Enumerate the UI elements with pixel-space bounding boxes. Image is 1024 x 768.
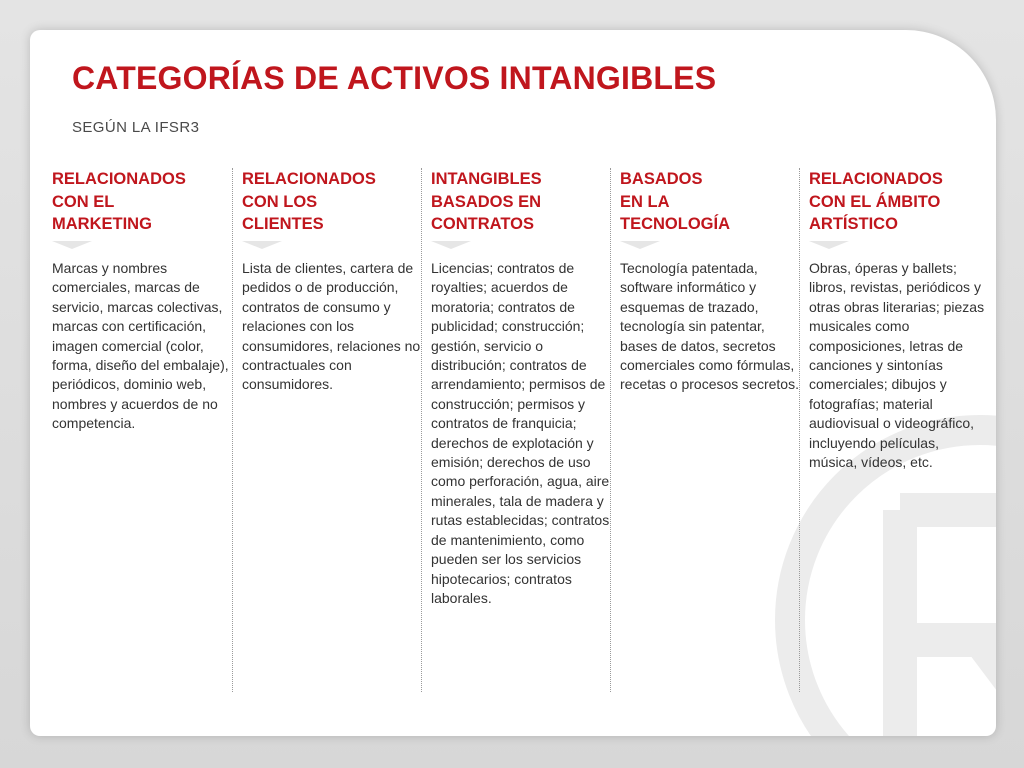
category-heading: BASADOS EN LA TECNOLOGÍA: [620, 170, 730, 233]
category-heading: RELACIONADOS CON EL ÁMBITO ARTÍSTICO: [809, 170, 943, 233]
category-column-clientes: [232, 168, 427, 692]
category-column-tecnologia: [610, 168, 805, 692]
category-column-contratos: [421, 168, 616, 692]
category-heading: RELACIONADOS CON EL MARKETING: [52, 170, 186, 233]
chevron-down-icon: [242, 241, 282, 249]
slide-card: [30, 30, 996, 736]
category-description: Lista de clientes, cartera de pedidos o de producción, contratos de consumo y relaciones con los consumidores, relaciones no contractuales con consumidores.: [242, 260, 421, 393]
chevron-down-icon: [620, 241, 660, 249]
category-heading: RELACIONADOS CON LOS CLIENTES: [242, 170, 376, 233]
chevron-down-icon: [431, 241, 471, 249]
category-column-marketing: [52, 168, 237, 692]
category-heading: INTANGIBLES BASADOS EN CONTRATOS: [431, 170, 542, 233]
categories-grid: [52, 168, 996, 692]
chevron-down-icon: [809, 241, 849, 249]
page-title: CATEGORÍAS DE ACTIVOS INTANGIBLES: [72, 60, 717, 96]
category-description: Tecnología patentada, software informático y esquemas de trazado, tecnología sin patentar, bases de datos, secretos comerciales como fórmulas, recetas o procesos secretos.: [620, 260, 799, 393]
category-column-artistico: [799, 168, 994, 692]
page-subtitle: SEGÚN LA IFSR3: [72, 119, 200, 136]
category-description: Marcas y nombres comerciales, marcas de servicio, marcas colectivas, marcas con certificación, imagen comercial (color, forma, diseño del embalaje), periódicos, dominio web, nombres y acuerdos de no competencia.: [52, 260, 229, 432]
category-description: Licencias; contratos de royalties; acuerdos de moratoria; contratos de publicidad; construcción; gestión, servicio o distribución; contratos de arrendamiento; permisos de construcción; permisos y contratos de franquicia; derechos de explotación y emisión; derechos de uso como perforación, agua, aire minerales, tala de madera y rutas establecidas; contratos de mantenimiento, como pueden ser los servicios hipotecarios; contratos laborales.: [431, 260, 610, 606]
category-description: Obras, óperas y ballets; libros, revistas, periódicos y otras obras literarias; piezas musicales como composiciones, letras de canciones y sintonías comerciales; dibujos y fotografías; material audiovisual o videográfico, incluyendo películas, música, vídeos, etc.: [809, 260, 985, 471]
chevron-down-icon: [52, 241, 92, 249]
